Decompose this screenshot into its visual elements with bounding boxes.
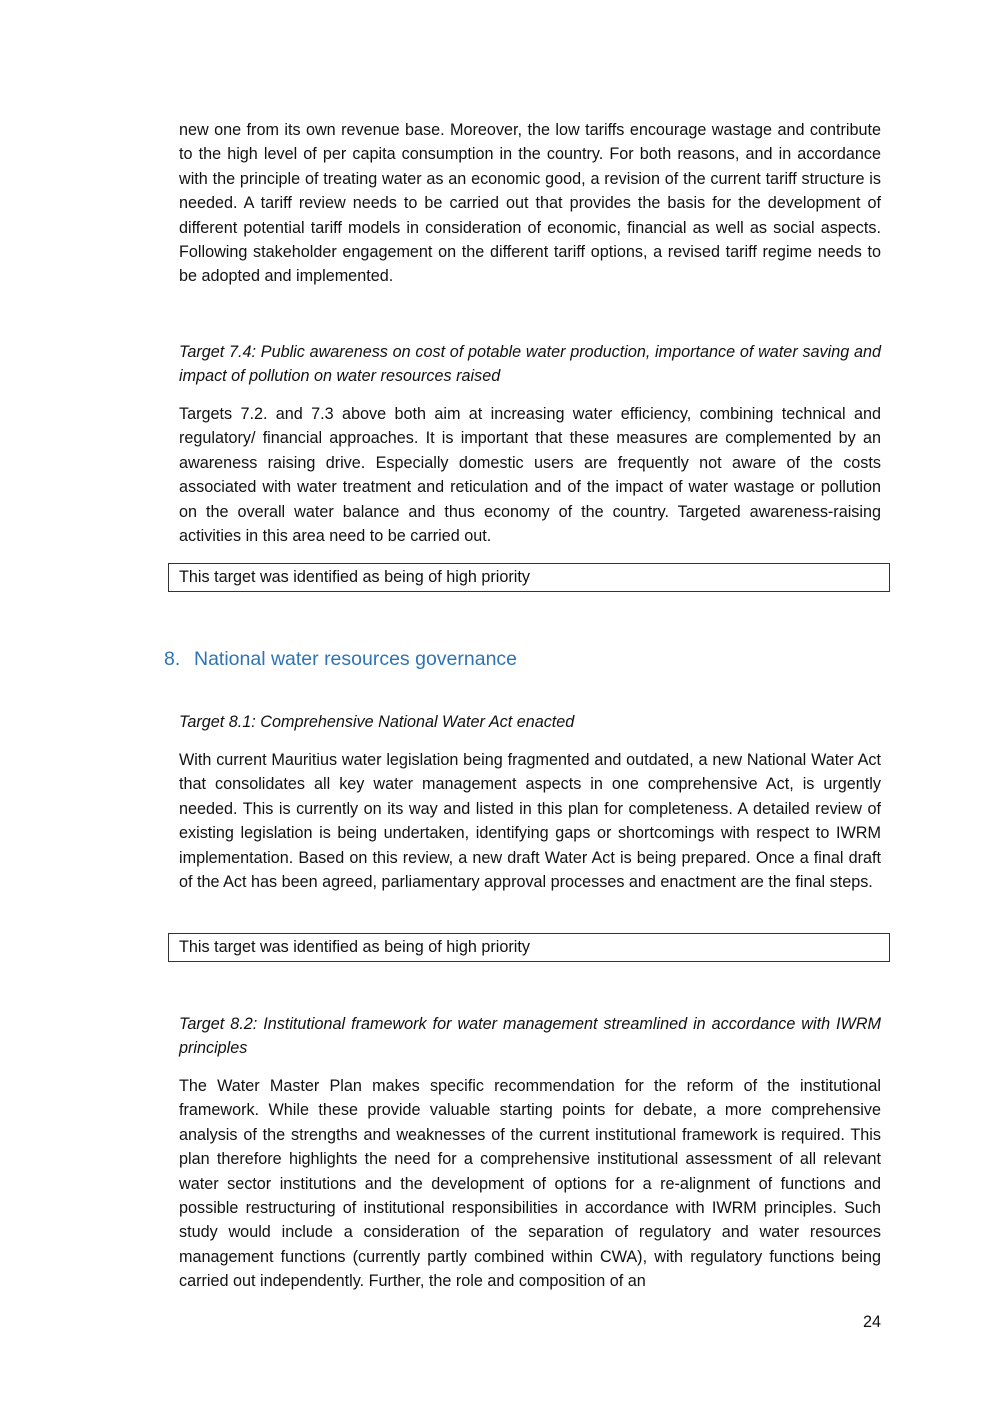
paragraph-target-7-4: Targets 7.2. and 7.3 above both aim at increasing water efficiency, combining technical and regulatory/ financial approaches. It is important that these measures are complemented by an awareness raising drive. Especially domestic users are frequently not aware of the costs associated with water treatment and reticulation and of the impact of water wastage or pollution on the overall water balance and thus economy of the country. Targeted awareness-raising activities in this area need to be carried out. — [179, 405, 881, 546]
target-8-2-heading: Target 8.2: Institutional framework for water management streamlined in accordance with IWRM principles — [179, 1015, 881, 1058]
section-heading — [164, 645, 517, 673]
priority-box-7-4: This target was identified as being of high priority — [168, 563, 890, 592]
paragraph-tariff-review: new one from its own revenue base. Moreover, the low tariffs encourage wastage and contribute to the high level of per capita consumption in the country. For both reasons, and in accordance with the principle of treating water as an economic good, a revision of the current tariff structure is needed. A tariff review needs to be carried out that provides the basis for the development of different potential tariff models in consideration of economic, financial as well as social aspects. Following stakeholder engagement on the different tariff options, a revised tariff regime needs to be adopted and implemented. — [179, 121, 881, 286]
page-number: 24 — [862, 1313, 881, 1331]
paragraph-target-8-1: With current Mauritius water legislation being fragmented and outdated, a new National Water Act that consolidates all key water management aspects in one comprehensive Act, is urgently needed. This is currently on its way and listed in this plan for completeness. A detailed review of existing legislation is being undertaken, identifying gaps or shortcomings with respect to IWRM implementation. Based on this review, a new draft Water Act is being prepared. Once a final draft of the Act has been agreed, parliamentary approval processes and enactment are the final steps. — [179, 751, 881, 892]
section-title: National water resources governance — [194, 648, 518, 670]
target-7-4-heading: Target 7.4: Public awareness on cost of potable water production, importance of water saving and impact of pollution on water resources raised — [179, 343, 881, 386]
target-8-1-heading: Target 8.1: Comprehensive National Water Act enacted — [179, 713, 575, 731]
paragraph-target-8-2: The Water Master Plan makes specific recommendation for the reform of the institutional framework. While these provide valuable starting points for debate, a more comprehensive analysis of the strengths and weaknesses of the current institutional framework is required. This plan therefore highlights the need for a comprehensive institutional assessment of all relevant water sector institutions and the development of options for a re-alignment of functions and possible restructuring of institutional responsibilities in accordance with IWRM principles. Such study would include a consideration of the separation of regulatory and water resources management functions (currently partly combined within CWA), with regulatory functions being carried out independently. Further, the role and composition of an — [179, 1077, 881, 1291]
priority-box-8-1: This target was identified as being of high priority — [168, 933, 890, 962]
section-number: 8. — [164, 648, 181, 670]
